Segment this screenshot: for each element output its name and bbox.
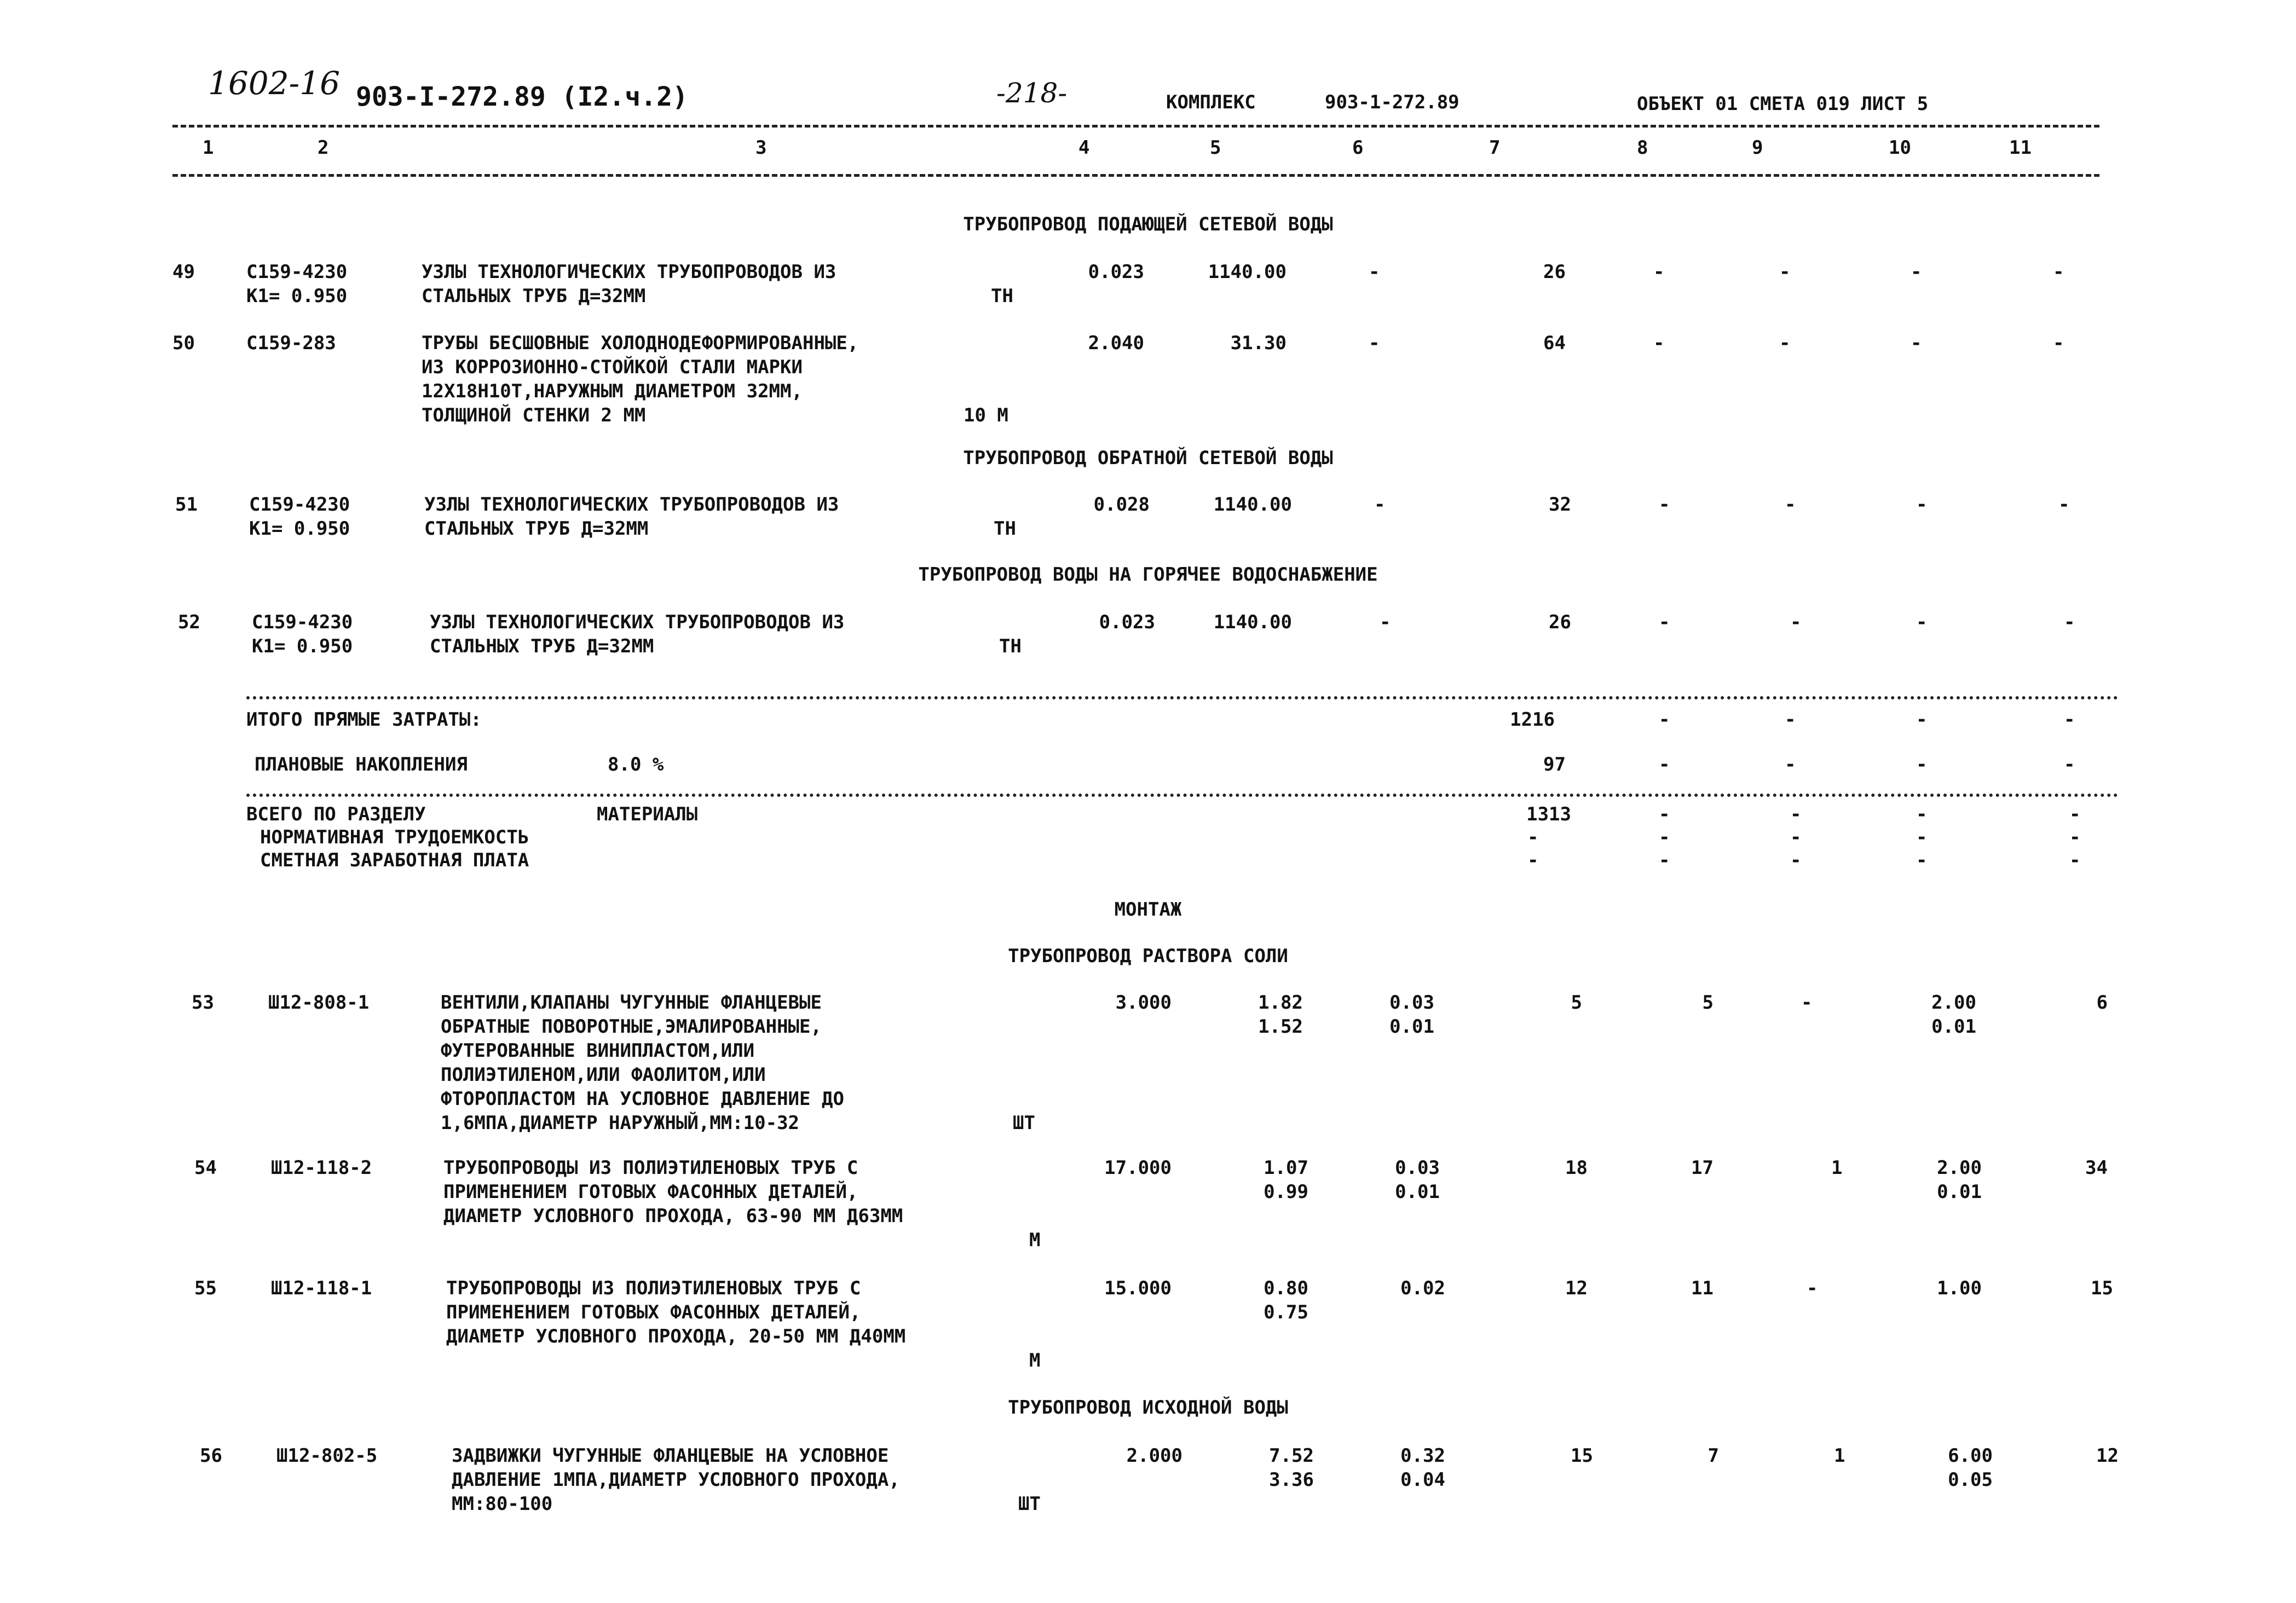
section-col10: -: [1916, 826, 1928, 848]
unit-price: 1.82: [1258, 992, 1303, 1014]
unit-price: 1140.00: [1208, 261, 1287, 283]
description-line: ИЗ КОРРОЗИОННО-СТОЙКОЙ СТАЛИ МАРКИ: [422, 356, 803, 378]
description-line: УЗЛЫ ТЕХНОЛОГИЧЕСКИХ ТРУБОПРОВОДОВ ИЗ: [430, 611, 845, 633]
unit-wage: 3.36: [1269, 1469, 1314, 1491]
item-code: С159-4230: [249, 494, 350, 516]
col6-value: -: [1374, 494, 1386, 516]
row-number: 51: [175, 494, 198, 516]
coefficient: К1= 0.950: [246, 285, 348, 307]
unit: ШТ: [1018, 1493, 1041, 1515]
col-header-6: 6: [1352, 137, 1364, 159]
col6-value: 0.32: [1400, 1445, 1445, 1467]
description-line: СТАЛЬНЫХ ТРУБ Д=32ММ: [430, 635, 654, 657]
section-col8: -: [1659, 803, 1670, 825]
description-line: ПРИМЕНЕНИЕМ ГОТОВЫХ ФАСОННЫХ ДЕТАЛЕЙ,: [446, 1301, 861, 1323]
description-line: ДИАМЕТР УСЛОВНОГО ПРОХОДА, 20-50 ММ Д40ММ: [446, 1326, 906, 1347]
wage-fund-label: СМЕТНАЯ ЗАРАБОТНАЯ ПЛАТА: [260, 849, 529, 871]
section-col11: -: [2069, 826, 2081, 848]
col10-value: 6.00: [1948, 1445, 1993, 1467]
description-line: ТРУБОПРОВОДЫ ИЗ ПОЛИЭТИЛЕНОВЫХ ТРУБ С: [443, 1157, 858, 1179]
col9-value: -: [1807, 1277, 1818, 1299]
col-header-4: 4: [1078, 137, 1090, 159]
col11-value: -: [2053, 332, 2064, 354]
total-cost: 12: [1565, 1277, 1588, 1299]
section-col8: -: [1659, 826, 1670, 848]
section-col9: -: [1790, 826, 1802, 848]
complex-value: 903-1-272.89: [1325, 91, 1459, 113]
col9-value: 1: [1834, 1445, 1845, 1467]
description-line: УЗЛЫ ТЕХНОЛОГИЧЕСКИХ ТРУБОПРОВОДОВ ИЗ: [422, 261, 837, 283]
page-number: -218-: [996, 77, 1068, 109]
planned-col11: -: [2064, 754, 2075, 776]
col9-value: -: [1779, 261, 1791, 283]
description-line: ПРИМЕНЕНИЕМ ГОТОВЫХ ФАСОННЫХ ДЕТАЛЕЙ,: [443, 1181, 858, 1203]
description-line: ДАВЛЕНИЕ 1МПА,ДИАМЕТР УСЛОВНОГО ПРОХОДА,: [452, 1469, 900, 1491]
col-header-8: 8: [1637, 137, 1648, 159]
item-code: С159-4230: [252, 611, 353, 633]
quantity: 0.028: [1093, 494, 1150, 516]
unit: ТН: [999, 635, 1022, 657]
col8-value: 17: [1691, 1157, 1714, 1179]
col-header-11: 11: [2009, 137, 2032, 159]
unit: ШТ: [1013, 1112, 1035, 1134]
direct-col10: -: [1916, 709, 1928, 731]
wage-fund-value: -: [1527, 849, 1539, 871]
col10-value: 2.00: [1937, 1157, 1982, 1179]
col8-value: 7: [1707, 1445, 1719, 1467]
unit-price: 1.07: [1264, 1157, 1308, 1179]
col11-value: 6: [2096, 992, 2108, 1014]
unit-wage: 0.99: [1264, 1181, 1308, 1203]
col11-value: -: [2064, 611, 2075, 633]
col11-value: 34: [2085, 1157, 2108, 1179]
col10-value-sub: 0.01: [1931, 1016, 1976, 1038]
col11-value: 15: [2091, 1277, 2113, 1299]
col6-value-sub: 0.01: [1389, 1016, 1434, 1038]
coefficient: К1= 0.950: [252, 635, 353, 657]
col10-value: 1.00: [1937, 1277, 1982, 1299]
description-line: 1,6МПА,ДИАМЕТР НАРУЖНЫЙ,ММ:10-32: [441, 1112, 800, 1134]
total-cost: 15: [1571, 1445, 1593, 1467]
item-code: Ш12-808-1: [268, 992, 370, 1014]
col6-value: 0.03: [1395, 1157, 1440, 1179]
description-line: ТРУБОПРОВОДЫ ИЗ ПОЛИЭТИЛЕНОВЫХ ТРУБ С: [446, 1277, 861, 1299]
description-line: ММ:80-100: [452, 1493, 553, 1515]
quantity: 2.000: [1126, 1445, 1182, 1467]
col6-value: 0.03: [1389, 992, 1434, 1014]
col6-value: -: [1369, 332, 1380, 354]
col11-value: 12: [2096, 1445, 2119, 1467]
col10-value: 2.00: [1931, 992, 1976, 1014]
unit-wage: 1.52: [1258, 1016, 1303, 1038]
quantity: 3.000: [1115, 992, 1172, 1014]
total-cost: 64: [1543, 332, 1566, 354]
section-total-materials: 1313: [1526, 803, 1571, 825]
unit-price: 1140.00: [1213, 494, 1292, 516]
col-header-9: 9: [1752, 137, 1763, 159]
planned-col8: -: [1659, 754, 1670, 776]
col8-value: -: [1659, 494, 1670, 516]
col6-value-sub: 0.04: [1400, 1469, 1445, 1491]
item-code: Ш12-118-2: [271, 1157, 372, 1179]
row-number: 55: [194, 1277, 217, 1299]
description-line: СТАЛЬНЫХ ТРУБ Д=32ММ: [422, 285, 646, 307]
col-header-5: 5: [1210, 137, 1221, 159]
col-header-2: 2: [318, 137, 329, 159]
mounting-heading: МОНТАЖ: [1114, 899, 1182, 921]
total-cost: 26: [1549, 611, 1571, 633]
section-col9: -: [1790, 803, 1802, 825]
col-header-1: 1: [203, 137, 214, 159]
unit-wage: 0.75: [1264, 1301, 1308, 1323]
planned-col9: -: [1785, 754, 1796, 776]
section-col10: -: [1916, 803, 1928, 825]
unit: 10 М: [964, 404, 1008, 426]
col9-value: -: [1790, 611, 1802, 633]
total-cost: 18: [1565, 1157, 1588, 1179]
planned-col10: -: [1916, 754, 1928, 776]
section-col11: -: [2069, 849, 2081, 871]
col8-value: -: [1653, 332, 1665, 354]
col6-value: -: [1369, 261, 1380, 283]
col9-value: -: [1801, 992, 1813, 1014]
total-cost: 5: [1571, 992, 1582, 1014]
direct-costs-total: 1216: [1510, 709, 1555, 731]
col8-value: -: [1659, 611, 1670, 633]
unit-price: 1140.00: [1213, 611, 1292, 633]
direct-col8: -: [1659, 709, 1670, 731]
description-line: ПОЛИЭТИЛЕНОМ,ИЛИ ФАОЛИТОМ,ИЛИ: [441, 1064, 766, 1086]
unit: М: [1029, 1229, 1041, 1251]
col6-value: -: [1380, 611, 1391, 633]
labor-intensity-label: НОРМАТИВНАЯ ТРУДОЕМКОСТЬ: [260, 826, 529, 848]
quantity: 0.023: [1088, 261, 1144, 283]
section-title: ТРУБОПРОВОД РАСТВОРА СОЛИ: [1008, 945, 1288, 967]
section-col9: -: [1790, 849, 1802, 871]
section-totals-divider: [246, 794, 2119, 797]
description-line: СТАЛЬНЫХ ТРУБ Д=32ММ: [424, 518, 649, 540]
row-number: 53: [192, 992, 214, 1014]
row-number: 54: [194, 1157, 217, 1179]
col9-value: 1: [1831, 1157, 1843, 1179]
description-line: ТРУБЫ БЕСШОВНЫЕ ХОЛОДНОДЕФОРМИРОВАННЫЕ,: [422, 332, 859, 354]
quantity: 0.023: [1099, 611, 1155, 633]
item-code: С159-283: [246, 332, 336, 354]
section-title: ТРУБОПРОВОД ВОДЫ НА ГОРЯЧЕЕ ВОДОСНАБЖЕНИЕ: [918, 564, 1378, 586]
header-divider-bottom: [172, 174, 2099, 177]
item-code: С159-4230: [246, 261, 348, 283]
row-number: 56: [200, 1445, 222, 1467]
col11-value: -: [2058, 494, 2070, 516]
total-cost: 32: [1549, 494, 1571, 516]
total-cost: 26: [1543, 261, 1566, 283]
document-number: 903-I-272.89 (I2.ч.2): [356, 82, 688, 112]
direct-col9: -: [1785, 709, 1796, 731]
col10-value: -: [1916, 494, 1928, 516]
col-header-10: 10: [1889, 137, 1911, 159]
section-total-materials-label: МАТЕРИАЛЫ: [597, 803, 698, 825]
row-number: 52: [178, 611, 200, 633]
item-code: Ш12-802-5: [276, 1445, 378, 1467]
unit-price: 7.52: [1269, 1445, 1314, 1467]
col10-value-sub: 0.05: [1948, 1469, 1993, 1491]
description-line: УЗЛЫ ТЕХНОЛОГИЧЕСКИХ ТРУБОПРОВОДОВ ИЗ: [424, 494, 839, 516]
direct-col11: -: [2064, 709, 2075, 731]
object-info: ОБЪЕКТ 01 СМЕТА 019 ЛИСТ 5: [1637, 93, 1929, 115]
col9-value: -: [1779, 332, 1791, 354]
section-col10: -: [1916, 849, 1928, 871]
unit-price: 31.30: [1230, 332, 1287, 354]
col8-value: 5: [1702, 992, 1714, 1014]
complex-label: КОМПЛЕКС: [1166, 91, 1256, 113]
section-total-label: ВСЕГО ПО РАЗДЕЛУ: [246, 803, 426, 825]
description-line: ТОЛЩИНОЙ СТЕНКИ 2 ММ: [422, 404, 646, 426]
description-line: ОБРАТНЫЕ ПОВОРОТНЫЕ,ЭМАЛИРОВАННЫЕ,: [441, 1016, 822, 1038]
col11-value: -: [2053, 261, 2064, 283]
item-code: Ш12-118-1: [271, 1277, 372, 1299]
quantity: 17.000: [1104, 1157, 1172, 1179]
col8-value: 11: [1691, 1277, 1714, 1299]
description-line: 12Х18Н10Т,НАРУЖНЫМ ДИАМЕТРОМ 32ММ,: [422, 380, 803, 402]
description-line: ЗАДВИЖКИ ЧУГУННЫЕ ФЛАНЦЕВЫЕ НА УСЛОВНОЕ: [452, 1445, 889, 1467]
direct-costs-label: ИТОГО ПРЯМЫЕ ЗАТРАТЫ:: [246, 709, 482, 731]
quantity: 2.040: [1088, 332, 1144, 354]
totals-divider: [246, 696, 2119, 699]
col6-value: 0.02: [1400, 1277, 1445, 1299]
col8-value: -: [1653, 261, 1665, 283]
col-header-3: 3: [755, 137, 767, 159]
description-line: ДИАМЕТР УСЛОВНОГО ПРОХОДА, 63-90 ММ Д63ММ: [443, 1205, 903, 1227]
row-number: 49: [172, 261, 195, 283]
handwritten-code: 1602-16: [208, 65, 341, 102]
col10-value: -: [1911, 261, 1922, 283]
coefficient: К1= 0.950: [249, 518, 350, 540]
col6-value-sub: 0.01: [1395, 1181, 1440, 1203]
unit: ТН: [994, 518, 1016, 540]
description-line: ФУТЕРОВАННЫЕ ВИНИПЛАСТОМ,ИЛИ: [441, 1040, 755, 1062]
col-header-7: 7: [1489, 137, 1501, 159]
description-line: ВЕНТИЛИ,КЛАПАНЫ ЧУГУННЫЕ ФЛАНЦЕВЫЕ: [441, 992, 822, 1014]
col9-value: -: [1785, 494, 1796, 516]
unit: ТН: [991, 285, 1013, 307]
labor-intensity-value: -: [1527, 826, 1539, 848]
quantity: 15.000: [1104, 1277, 1172, 1299]
col10-value: -: [1916, 611, 1928, 633]
planned-savings-total: 97: [1543, 754, 1566, 776]
planned-savings-label: ПЛАНОВЫЕ НАКОПЛЕНИЯ: [255, 754, 468, 776]
planned-savings-pct: 8.0 %: [608, 754, 664, 776]
description-line: ФТОРОПЛАСТОМ НА УСЛОВНОЕ ДАВЛЕНИЕ ДО: [441, 1088, 844, 1110]
section-col8: -: [1659, 849, 1670, 871]
unit: М: [1029, 1350, 1041, 1371]
col10-value-sub: 0.01: [1937, 1181, 1982, 1203]
row-number: 50: [172, 332, 195, 354]
section-title: ТРУБОПРОВОД ИСХОДНОЙ ВОДЫ: [1008, 1397, 1288, 1419]
section-col11: -: [2069, 803, 2081, 825]
col10-value: -: [1911, 332, 1922, 354]
unit-price: 0.80: [1264, 1277, 1308, 1299]
header-divider-top: [172, 125, 2099, 128]
section-title: ТРУБОПРОВОД ПОДАЮЩЕЙ СЕТЕВОЙ ВОДЫ: [963, 213, 1333, 235]
section-title: ТРУБОПРОВОД ОБРАТНОЙ СЕТЕВОЙ ВОДЫ: [963, 447, 1333, 469]
